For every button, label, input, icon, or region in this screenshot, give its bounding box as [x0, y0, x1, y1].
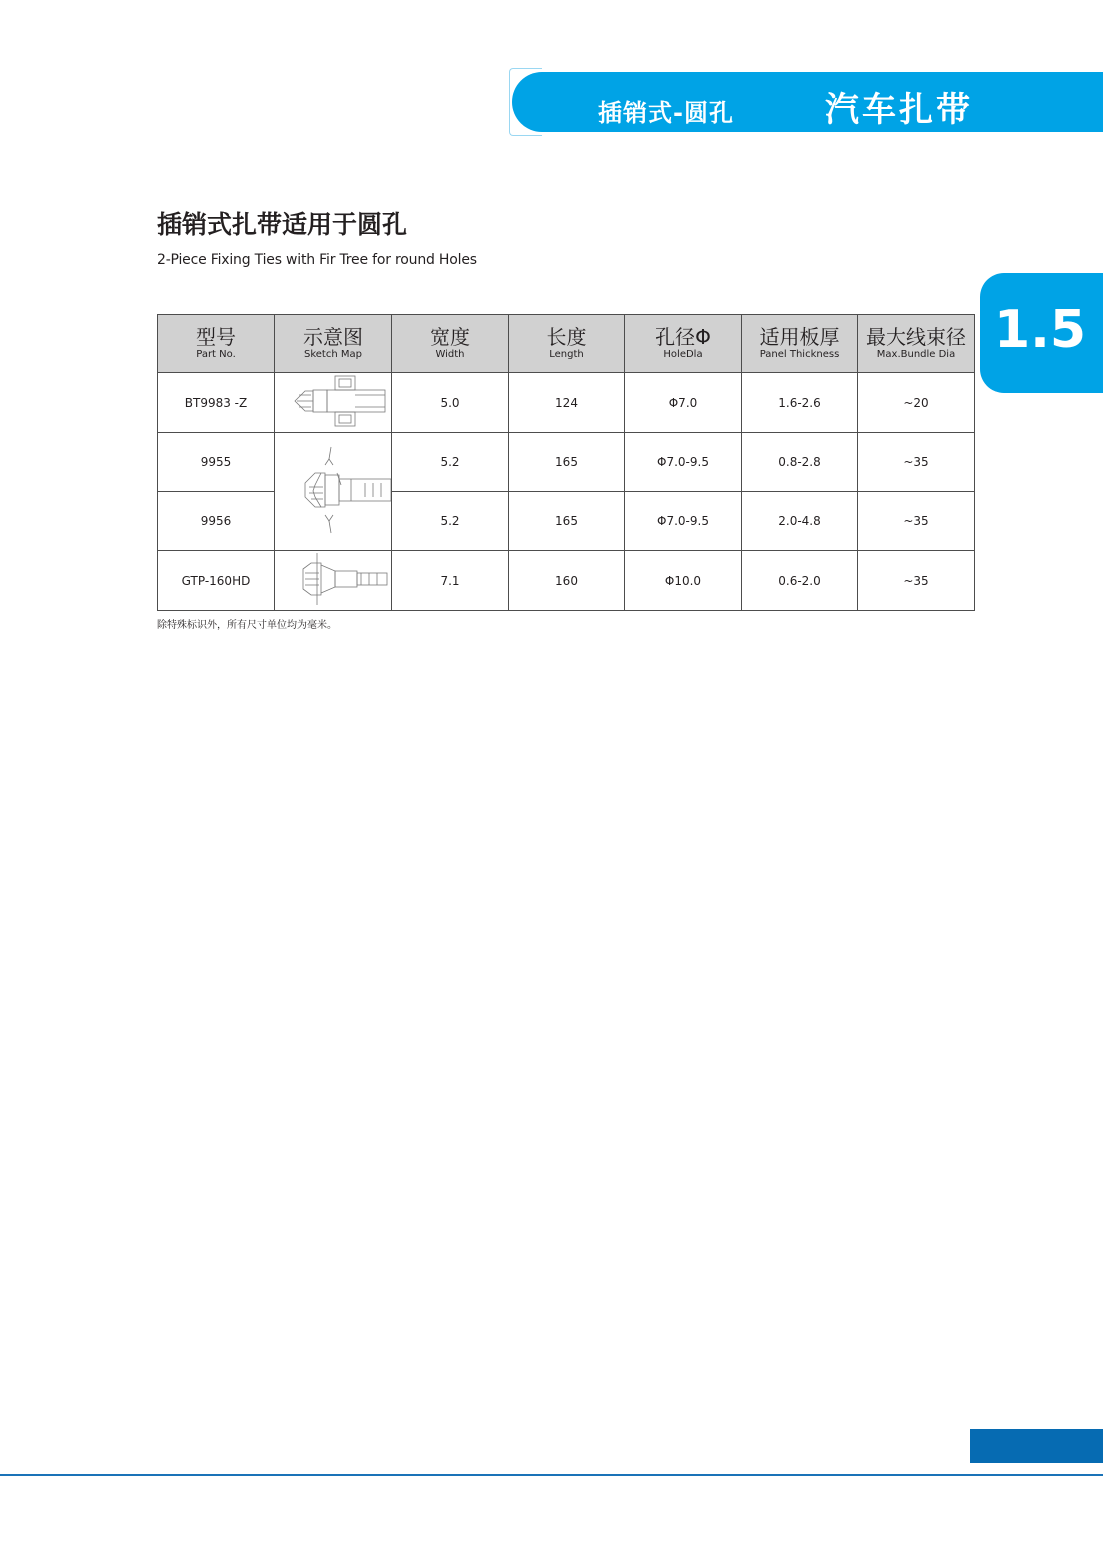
bundle-dia-cell: ~35	[858, 492, 975, 551]
page-subtitle: 2-Piece Fixing Ties with Fir Tree for round Holes	[157, 252, 477, 268]
col-header-en: Width	[435, 349, 465, 360]
col-header-en: Sketch Map	[304, 349, 362, 360]
section-number: 1.5	[994, 300, 1087, 360]
hole-cell: Φ7.0-9.5	[625, 433, 742, 492]
table-row	[158, 433, 975, 492]
col-header-en: HoleDla	[663, 349, 703, 360]
width-cell: 5.0	[392, 373, 509, 433]
length-cell: 165	[509, 433, 625, 492]
col-header-cn: 最大线束径	[866, 325, 966, 349]
table-header-row	[158, 315, 975, 373]
banner-category: 汽车扎带	[825, 90, 973, 130]
length-cell: 160	[509, 551, 625, 611]
unit-note: 除特殊标识外，所有尺寸单位均为毫米。	[157, 620, 337, 631]
part-number-cell: 9955	[158, 433, 275, 492]
table-row	[158, 551, 975, 611]
col-header-width	[392, 315, 509, 373]
col-header-cn: 示意图	[303, 325, 363, 349]
part-number-cell: BT9983 -Z	[158, 373, 275, 433]
bt9983-sketch-image	[275, 373, 391, 429]
hole-cell: Φ7.0-9.5	[625, 492, 742, 551]
col-header-part	[158, 315, 275, 373]
part-number-cell: 9956	[158, 492, 275, 551]
gtp160hd-sketch-image	[275, 551, 391, 607]
length-cell: 165	[509, 492, 625, 551]
spec-table	[157, 314, 975, 611]
col-header-cn: 孔径Φ	[655, 325, 711, 349]
banner-subtitle: 插销式-圆孔	[598, 99, 734, 127]
col-header-bundle	[858, 315, 975, 373]
length-cell: 124	[509, 373, 625, 433]
col-header-sketch	[275, 315, 392, 373]
panel-thickness-cell: 1.6-2.6	[742, 373, 858, 433]
sketch-cell	[275, 551, 392, 611]
col-header-cn: 适用板厚	[759, 325, 840, 349]
panel-thickness-cell: 2.0-4.8	[742, 492, 858, 551]
bundle-dia-cell: ~35	[858, 433, 975, 492]
col-header-cn: 宽度	[430, 325, 470, 349]
footer-rule	[0, 1474, 1103, 1476]
sketch-cell	[275, 373, 392, 433]
col-header-en: Part No.	[196, 349, 236, 360]
width-cell: 7.1	[392, 551, 509, 611]
col-header-length	[509, 315, 625, 373]
col-header-hole	[625, 315, 742, 373]
bundle-dia-cell: ~20	[858, 373, 975, 433]
col-header-panel	[742, 315, 858, 373]
hole-cell: Φ10.0	[625, 551, 742, 611]
part-number-cell: GTP-160HD	[158, 551, 275, 611]
col-header-en: Length	[549, 349, 584, 360]
col-header-en: Panel Thickness	[759, 349, 840, 360]
width-cell: 5.2	[392, 492, 509, 551]
9955-9956-sketch-image	[275, 433, 391, 547]
page-title: 插销式扎带适用于圆孔	[157, 210, 408, 239]
table-row	[158, 373, 975, 433]
col-header-cn: 型号	[196, 325, 236, 349]
col-header-en: Max.Bundle Dia	[876, 349, 956, 360]
panel-thickness-cell: 0.8-2.8	[742, 433, 858, 492]
bundle-dia-cell: ~35	[858, 551, 975, 611]
sketch-cell	[275, 433, 392, 551]
panel-thickness-cell: 0.6-2.0	[742, 551, 858, 611]
hole-cell: Φ7.0	[625, 373, 742, 433]
width-cell: 5.2	[392, 433, 509, 492]
col-header-cn: 长度	[546, 325, 587, 349]
footer-block	[970, 1429, 1103, 1463]
